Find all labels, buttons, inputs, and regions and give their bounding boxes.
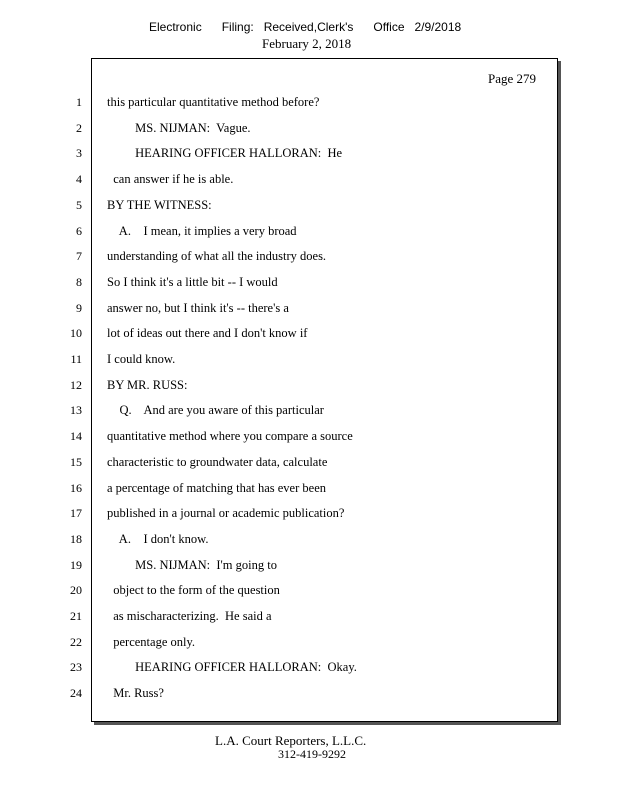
line-number: 11 (70, 352, 82, 366)
transcript-line: HEARING OFFICER HALLORAN: He (107, 146, 343, 160)
line-number: 18 (70, 532, 82, 546)
line-number: 16 (70, 481, 82, 495)
transcript-line: percentage only. (107, 635, 196, 649)
transcript-line: So I think it's a little bit -- I would (107, 275, 278, 289)
transcript-line: lot of ideas out there and I don't know if (107, 326, 308, 340)
transcript-line: A. I don't know. (107, 532, 209, 546)
transcript-line: I could know. (107, 352, 176, 366)
line-number: 9 (76, 301, 82, 315)
footer-phone: 312-419-9292 (278, 747, 346, 761)
transcript-line: MS. NIJMAN: Vague. (107, 121, 251, 135)
line-number: 7 (76, 249, 82, 263)
transcript-line: this particular quantitative method before? (107, 95, 320, 109)
line-number: 5 (76, 198, 82, 212)
transcript-line: can answer if he is able. (107, 172, 234, 186)
transcript-line: BY THE WITNESS: (107, 198, 212, 212)
line-number: 13 (70, 403, 82, 417)
line-number: 4 (76, 172, 82, 186)
line-number: 14 (70, 429, 82, 443)
filing-date: February 2, 2018 (262, 36, 352, 51)
transcript-line: characteristic to groundwater data, calculate (107, 455, 328, 469)
line-number: 21 (70, 609, 82, 623)
footer-company: L.A. Court Reporters, L.L.C. (215, 733, 367, 748)
line-number: 12 (70, 378, 82, 392)
transcript-line: Mr. Russ? (107, 686, 164, 700)
line-number: 22 (70, 635, 82, 649)
filing-stamp: Electronic Filing: Received,Clerk's Office 2/9/2018 (149, 20, 462, 34)
transcript-line: quantitative method where you compare a source (107, 429, 353, 443)
line-number: 19 (70, 558, 82, 572)
line-number: 3 (76, 146, 82, 160)
transcript-line: HEARING OFFICER HALLORAN: Okay. (107, 660, 357, 674)
transcript-line: BY MR. RUSS: (107, 378, 188, 392)
transcript-line: answer no, but I think it's -- there's a (107, 301, 289, 315)
transcript-line: understanding of what all the industry does. (107, 249, 327, 263)
line-number: 1 (76, 95, 82, 109)
line-number: 17 (70, 506, 82, 520)
line-number: 15 (70, 455, 82, 469)
line-number: 23 (70, 660, 82, 674)
line-number: 10 (70, 326, 82, 340)
line-number: 8 (76, 275, 82, 289)
transcript-line: MS. NIJMAN: I'm going to (107, 558, 277, 572)
transcript-line: published in a journal or academic publication? (107, 506, 345, 520)
transcript-line: Q. And are you aware of this particular (107, 403, 324, 417)
line-number: 20 (70, 583, 82, 597)
transcript-line: A. I mean, it implies a very broad (107, 224, 297, 238)
line-number: 6 (76, 224, 82, 238)
line-number: 2 (76, 121, 82, 135)
transcript-line: as mischaracterizing. He said a (107, 609, 272, 623)
transcript-line: a percentage of matching that has ever been (107, 481, 326, 495)
transcript-line: object to the form of the question (107, 583, 280, 597)
page-number: Page 279 (487, 71, 536, 86)
line-number: 24 (70, 686, 82, 700)
